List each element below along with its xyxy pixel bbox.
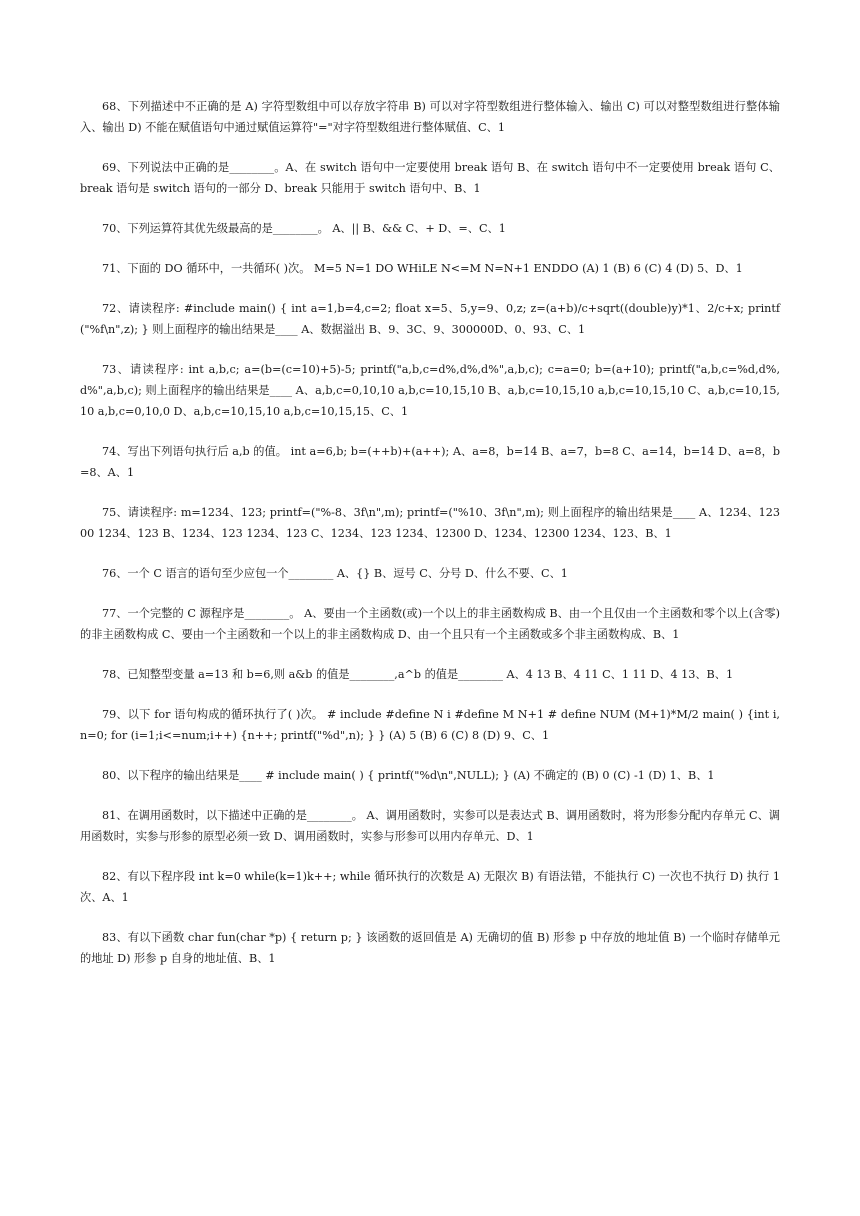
question-76: 76、一个 C 语言的语句至少应包一个________ A、{} B、逗号 C、分号 D、什么不要、C、1 [102,567,568,580]
question-71: 71、下面的 DO 循环中，一共循环( )次。 M=5 N=1 DO WHiLE N<=M N=N+1 ENDDO (A) 1 (B) 6 (C) 4 (D) 5、D、1 [102,262,743,275]
question-77: 77、一个完整的 C 源程序是________。 A、要由一个主函数(或)一个以上的非主函数构成 B、由一个且仅由一个主函数和零个以上(含零)的非主函数构成 C、要由一个主函数和一个以上的非主函数构成 D、由一个且只有一个主函数或多个非主函数构成、B、1 [80,607,780,641]
question-69: 69、下列说法中正确的是________。A、在 switch 语句中一定要使用 break 语句 B、在 switch 语句中不一定要使用 break 语句 C、break 语句是 switch 语句的一部分 D、break 只能用于 switch 语句中、B、1 [80,161,780,195]
question-80: 80、以下程序的输出结果是____ # include main( ) { printf("%d\n",NULL); } (A) 不确定的 (B) 0 (C) -1 (D) 1、B、1 [102,769,715,782]
document-page [80,96,780,988]
question-78: 78、已知整型变量 a=13 和 b=6,则 a&b 的值是________,a^b 的值是________ A、4 13 B、4 11 C、1 11 D、4 13、B、1 [102,668,734,681]
question-75: 75、请读程序: m=1234、123; printf=("%-8、3f\n",m); printf=("%10、3f\n",m); 则上面程序的输出结果是____ A、1234、12300 1234、123 B、1234、123 1234、123 C、1234、123 1234、12300 D、1234、12300 1234、123、B、1 [80,506,780,540]
question-83: 83、有以下函数 char fun(char *p) { return p; } 该函数的返回值是 A) 无确切的值 B) 形参 p 中存放的地址值 B) 一个临时存储单元的地址 D) 形参 p 自身的地址值、B、1 [80,931,780,965]
question-70: 70、下列运算符其优先级最高的是________。 A、|| B、&& C、+ D、=、C、1 [102,222,506,235]
question-74: 74、写出下列语句执行后 a,b 的值。 int a=6,b; b=(++b)+(a++); A、a=8，b=14 B、a=7，b=8 C、a=14，b=14 D、a=8，b=8、A、1 [80,445,780,479]
question-82: 82、有以下程序段 int k=0 while(k=1)k++; while 循环执行的次数是 A) 无限次 B) 有语法错，不能执行 C) 一次也不执行 D) 执行 1 次、A、1 [80,870,780,904]
question-68: 68、下列描述中不正确的是 A) 字符型数组中可以存放字符串 B) 可以对字符型数组进行整体输入、输出 C) 可以对整型数组进行整体输入、输出 D) 不能在赋值语句中通过赋值运算符"="对字符型数组进行整体赋值、C、1 [80,100,780,134]
question-72: 72、请读程序: #include main() { int a=1,b=4,c=2; float x=5、5,y=9、0,z; z=(a+b)/c+sqrt((double)y)*1、2/c+x; printf("%f\n",z); } 则上面程序的输出结果是____ A、数据溢出 B、9、3C、9、300000D、0、93、C、1 [80,302,780,336]
question-73: 73、请读程序: int a,b,c; a=(b=(c=10)+5)-5; printf("a,b,c=d%,d%,d%",a,b,c); c=a=0; b=(a+10); printf("a,b,c=%d,d%,d%",a,b,c); 则上面程序的输出结果是____ A、a,b,c=0,10,10 a,b,c=10,15,10 B、a,b,c=10,15,10 a,b,c=10,15,10 C、a,b,c=10,15,10 a,b,c=0,10,0 D、a,b,c=10,15,10 a,b,c=10,15,15、C、1 [80,363,780,418]
question-81: 81、在调用函数时，以下描述中正确的是________。 A、调用函数时，实参可以是表达式 B、调用函数时，将为形参分配内存单元 C、调用函数时，实参与形参的原型必须一致 D、调用函数时，实参与形参可以用内存单元、D、1 [80,809,780,843]
question-79: 79、以下 for 语句构成的循环执行了( )次。 # include #define N i #define M N+1 # define NUM (M+1)*M/2 main( ) {int i,n=0; for (i=1;i<=num;i++) {n++; printf("%d",n); } } (A) 5 (B) 6 (C) 8 (D) 9、C、1 [80,708,780,742]
